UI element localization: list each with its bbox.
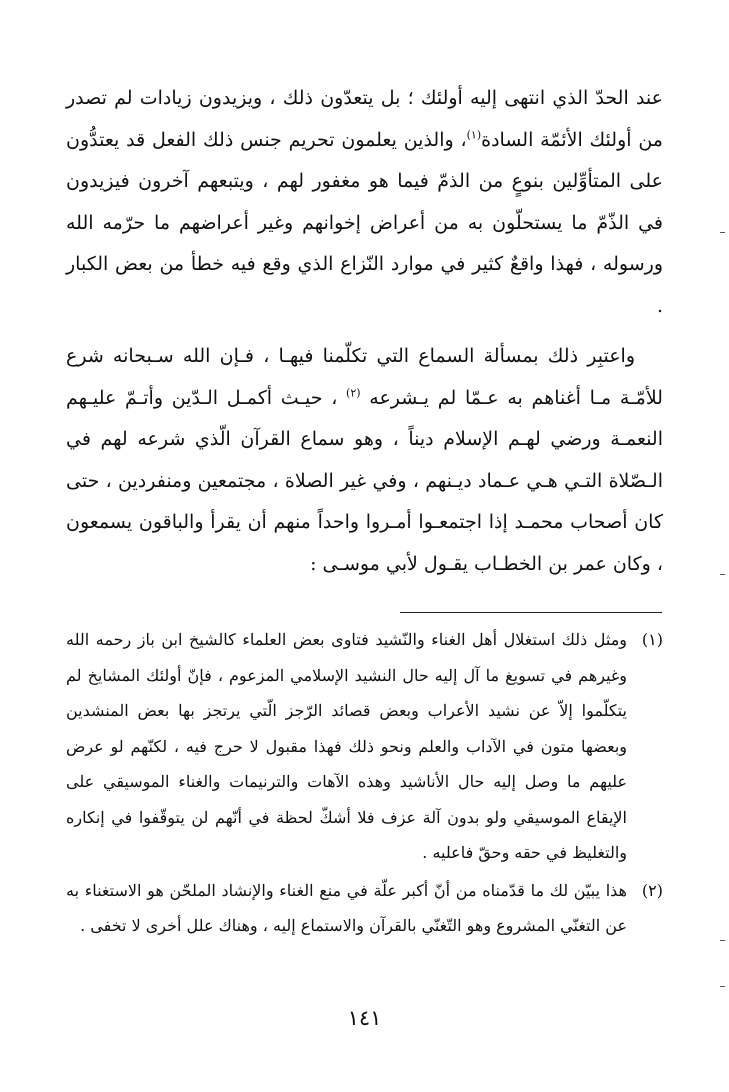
footnote-ref-2: (٢) (346, 386, 361, 400)
footnote-2 (66, 873, 663, 944)
footnote-ref-1: (١) (466, 128, 482, 142)
paragraph-1-text-b: ، والذين يعلمون تحريم جنس ذلك الفعل قد يعتدُّون على المتأوِّلين بنوعٍ من الذمّ فيما هو مغفور لهم ، ويتبعهم آخرون فيزيدون في الذّمّ ما يستحلّون به من أعراض إخوانهم وغير أعراضهم ما حرّمه الله ورسوله ، فهذا واقعٌ كثير في موارد النّزاع الذي وقع فيه خطأ من بعض الكبار . (66, 128, 663, 317)
paragraph-1-text-a: عند الحدّ الذي انتهى إليه أولئك ؛ بل يتعدّون ذلك ، ويزيدون زيادات لم تصدر من أولئك الأئمّة السادة (66, 87, 663, 151)
page-number: ١٤١ (347, 1006, 382, 1030)
margin-mark (720, 574, 725, 575)
paragraph-2 (66, 336, 663, 585)
margin-mark (720, 986, 725, 987)
footnote-1 (66, 622, 663, 871)
margin-mark (720, 940, 725, 941)
footnote-1-number: (١) (641, 630, 663, 649)
footnote-2-number: (٢) (641, 880, 663, 900)
paragraph-2-text-a: واعتبِر ذلك بمسألة السماع التي تكلّمنا فيهـا ، فـإن الله سـبحانه شرع للأمّـة مـا أغناهم به عـمّا لم يـشرعه (66, 345, 663, 409)
footnotes (66, 622, 663, 944)
paragraph-1 (66, 78, 663, 327)
footnote-separator (400, 612, 662, 613)
paragraph-2-text-b: ، حيـث أكمـل الـدّين وأتـمّ عليـهم النعمـة ورضي لهـم الإسلام ديناً ، وهو سماع القرآن الّذي شرعه لهم في الـصّلاة التـي هـي عـماد ديـنهم ، وفي غير الصلاة ، مجتمعين ومنفردين ، حتى كان أصحاب محمـد إذا اجتمعـوا أمـروا واحداً منهم أن يقرأ والباقون يسمعون ، وكان عمر بن الخطـاب يقـول لأبي موسـى : (66, 386, 663, 575)
margin-mark (720, 232, 725, 233)
footnote-2-text: هذا يبيّن لك ما قدّمناه من أنّ أكبر علّة في منع الغناء والإنشاد الملحّن هو الاستغناء به عن التغنّي المشروع وهو التّغنّي بالقرآن والاستماع إليه ، وهناك علل أخرى لا تخفى . (66, 880, 627, 935)
footnote-1-text: ومثل ذلك استغلال أهل الغناء والنّشيد فتاوى بعض العلماء كالشيخ ابن باز رحمه الله وغيرهم في تسويغ ما آل إليه حال النشيد الإسلامي المزعوم ، فإنّ أولئك المشايخ لم يتكلّموا إلاّ عن نشيد الأعراب وبعض قصائد الرّجز الّتي يرتجز بها بعض المنشدين وبعضها متون في الآداب والعلم ونحو ذلك فهذا مقبول لا حرج فيه ، لكنّهم لو عرض عليهم ما وصل إليه حال الأناشيد وهذه الآهات والترنيمات والغناء الموسيقي على الإيقاع الموسيقي ولو بدون آلة عزف فلا أشكّ لحظة في أنّهم لن يتوقّفوا في إنكاره والتغليظ في حقه وحقّ فاعليه . (66, 630, 627, 862)
main-text (66, 78, 663, 585)
